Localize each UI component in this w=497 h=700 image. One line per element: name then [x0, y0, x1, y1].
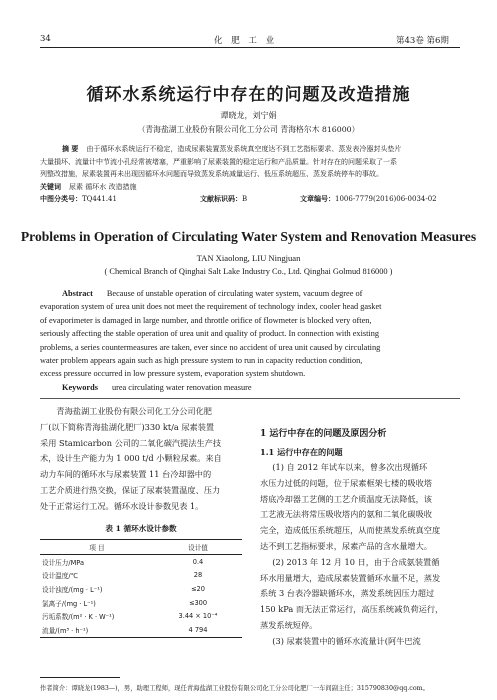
body-left-text: 青海盐湖工业股份有限公司化工分公司化肥 厂(以下简称青海盐湖化肥厂)330 kt/a 尿素装置 采用 Stamicarbon 公司的二氧化碳汽提法生产技 术，设计生产能力为 1 000 t/d 小颗粒尿素。来自 动力车间的循环水与尿素装置 11 台冷却器中的 工艺介质进行热交换，保证了尿素装置温度、压力 处于正常运行工况。循环水设计参数见表 1。 [40, 406, 222, 511]
abstract-zh-line-1: 摘 要 由于循环水系统运行不稳定，造成尿素装置蒸发系统真空度达不到工艺指标要求、蒸发表冷器封头垫片 [62, 144, 402, 153]
author-footnote: 作者简介：谭晓龙(1983—)，男，助理工程师，现任青海盐湖工业股份有限公司化工分公司化肥厂一车间副主任；315790830@qq.com。 [40, 685, 429, 692]
paper-title-zh: 循环水系统运行中存在的问题及改造措施 [86, 85, 411, 105]
keywords-en: Keywords urea circulating water renovation measure [62, 382, 252, 392]
abstract-zh-line-3: 列整改措施，尿素装置再未出现因循环水问题而导致蒸发系统减量运行、低压系统超压、蒸发系统停车的事故。 [40, 170, 383, 179]
issue-info: 第43卷 第6期 [396, 36, 449, 46]
abstract-zh-line-2: 大量損坏、流量计中节流小孔经常被堵塞，严重影响了尿素装置的稳定运行和产品质量。针对存在的问题采取了一系 [40, 157, 397, 166]
affiliation-zh: （青海盐湖工业股份有限公司化工分公司 青海格尔木 816000） [137, 125, 360, 134]
abstract-zh [40, 143, 460, 206]
abstract-en: Abstract Because of unstable operation of circulating water system, vacuum degree of evaporation system of urea unit does not meet the requirement of technology index, cooler head gasket of evaporimeter is damaged in large number, and throttle orifice of flowmeter is blocked very often, seriously affecting the stable operation of urea unit and quality of product. In connection with existing problems, a series countermeasures are taken, ever since no accident of urea unit caused by circulating water problem appears again such as high pressure system to run in capacity reduction condition, excess pressure occurred in low pressure system, evaporation system shutdown. Keywords urea circulating water renovation measure [40, 287, 460, 394]
page-number: 34 [40, 34, 51, 44]
table-row: 氯离子/(mg · L⁻¹) ≤300 [42, 598, 208, 608]
journal-name: 化 肥 工 业 [214, 36, 278, 46]
table-row: 流量/(m³ · h⁻¹) 4 794 [40, 623, 242, 637]
keywords-zh: 关键词 尿素 循环水 改造措施 [40, 181, 137, 191]
classification-line: 中图分类号：TQ441.41 文献标识码：B 文章编号：1006-7779(2016)06-0034-02 [40, 194, 437, 204]
abstract-rule [40, 398, 460, 399]
authors-zh: 谭晓龙，刘宁娟 [220, 111, 277, 120]
section-heading-1-1: 1.1 运行中存在的问题 [260, 447, 343, 457]
table-caption: 表 1 循环水设计参数 [105, 524, 177, 533]
table-header-row: 项 目 设计值 [40, 540, 242, 555]
section-heading-1: 1 运行中存在的问题及原因分析 [260, 429, 387, 439]
body-right-text: (1) 自 2012 年试车以来，曾多次出现循环 水压力过低的问题，位于尿素框架七楼的吸收塔 塔底冷却器工艺侧的工艺介质温度无法降低，该 工艺液无法将常压吸收塔内的氨和二氧化碳吸收 完全，造成低压系统超压，从而使蒸发系统真空度 达不到工艺指标要求，尿素产品的含水量增大。 (2) 2013 年 12 月 10 日，由于合成氨装置循 环水用量增大，造成尿素装置循环水量不足，蒸发 系统 3 台表冷器缺循环水，蒸发系统因压力超过 150 kPa 而无法正常运行，高压系统减负荷运行， 蒸发系统短停。 (3) 尿素装置中的循环水流量计(阿牛巴流 [260, 462, 444, 646]
table-row: 设计浊度/(mg · L⁻¹) ≤20 [42, 584, 205, 594]
paper-title-en: Problems in Operation of Circulating Water System and Renovation Measures [20, 229, 477, 244]
parameter-table [40, 539, 242, 638]
abstract-zh-label: 摘 要 [62, 144, 79, 153]
affiliation-en: ( Chemical Branch of Qinghai Salt Lake Industry Co., Ltd. Qinghai Golmud 816000 ) [104, 267, 393, 276]
table-row: 设计温度/℃ 28 [42, 571, 203, 581]
table-row: 设计压力/MPa 0.4 [42, 557, 204, 567]
table-row: 污垢系数/(m² · K · W⁻¹) 3.44 × 10⁻⁴ [42, 612, 218, 622]
header-rule [40, 47, 460, 48]
abstract-en-label: Abstract [62, 289, 93, 298]
footnote-rule [40, 677, 120, 678]
authors-en: TAN Xiaolong, LIU Ningjuan [196, 253, 301, 263]
